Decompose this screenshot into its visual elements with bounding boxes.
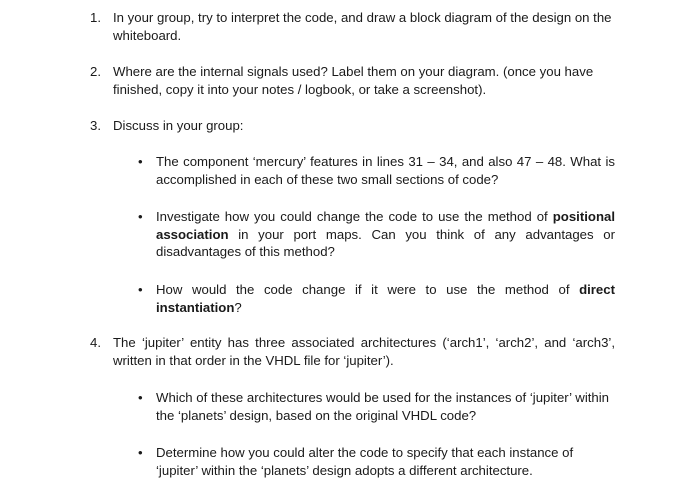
question-1 <box>90 9 615 44</box>
bullet-text: Determine how you could alter the code to specify that each instance of ‘jupiter’ within the ‘planets’ design adopts a different architecture. <box>156 445 574 478</box>
text-run: in your port maps. Can you think of any advantages or disadvantages of this method? <box>156 226 615 259</box>
bullet-text: Which of these architectures would be used for the instances of ‘jupiter’ within the ‘planets’ design, based on the original VHDL code? <box>156 390 610 423</box>
bullet-marker: • <box>138 209 143 224</box>
question-number: 3. <box>90 118 101 133</box>
text-run: ? <box>234 299 242 315</box>
q3-bullet-1 <box>138 153 615 188</box>
bullet-marker: • <box>138 282 143 297</box>
bullet-text <box>156 208 615 261</box>
question-4 <box>90 334 615 369</box>
q4-bullet-2 <box>138 444 615 479</box>
question-text: In your group, try to interpret the code, and draw a block diagram of the design on the whiteboard. <box>113 10 612 43</box>
bold-term: direct instantiation <box>156 282 615 315</box>
question-2 <box>90 63 615 98</box>
bold-term: positional association <box>156 209 615 242</box>
text-run: How would the code change if it were to use the method of <box>156 282 580 297</box>
bullet-marker: • <box>138 154 143 169</box>
question-text: Discuss in your group: <box>113 118 244 133</box>
bullet-marker: • <box>138 445 143 460</box>
question-number: 2. <box>90 64 101 79</box>
text-run: Investigate how you could change the code to use the method of <box>156 209 553 224</box>
question-number: 1. <box>90 10 101 25</box>
question-text: The ‘jupiter’ entity has three associated architectures (‘arch1’, ‘arch2’, and ‘arch3’, written in that order in the VHDL file for ‘jupiter’). <box>113 335 615 368</box>
bullet-text <box>156 281 615 316</box>
q4-bullet-1 <box>138 389 615 424</box>
question-number: 4. <box>90 335 101 350</box>
bullet-marker: • <box>138 390 143 405</box>
q3-bullet-2 <box>138 208 615 261</box>
question-text: Where are the internal signals used? Label them on your diagram. (once you have finished, copy it into your notes / logbook, or take a screenshot). <box>113 64 594 97</box>
q3-bullet-3 <box>138 281 615 316</box>
question-3 <box>90 117 615 135</box>
bullet-text: The component ‘mercury’ features in lines 31 – 34, and also 47 – 48. What is accomplished in each of these two small sections of code? <box>156 154 615 187</box>
